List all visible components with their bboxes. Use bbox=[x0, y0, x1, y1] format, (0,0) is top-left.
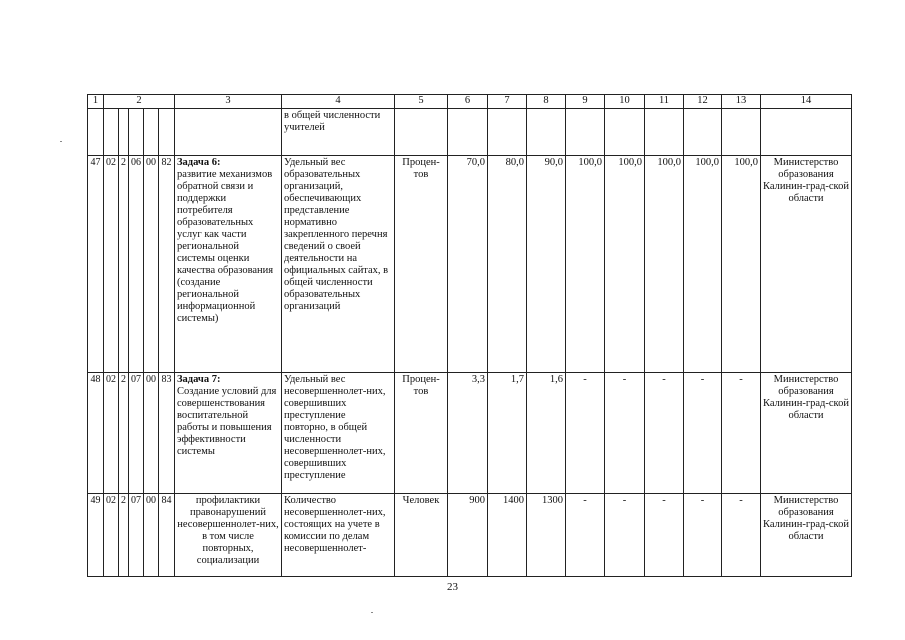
value-cell: 90,0 bbox=[527, 156, 566, 373]
code-cell: 83 bbox=[159, 373, 175, 494]
value-cell: 100,0 bbox=[566, 156, 605, 373]
value-cell: 1,7 bbox=[488, 373, 527, 494]
code-cell: 00 bbox=[144, 494, 159, 577]
value-cell: - bbox=[684, 494, 722, 577]
responsible-cell: Министерство образования Калинин-град-ской области bbox=[761, 373, 852, 494]
col-header: 13 bbox=[722, 95, 761, 109]
col-header: 4 bbox=[282, 95, 395, 109]
code-cell: 02 bbox=[104, 156, 119, 373]
code-cell: 02 bbox=[104, 494, 119, 577]
value-cell: 1,6 bbox=[527, 373, 566, 494]
value-cell: 1400 bbox=[488, 494, 527, 577]
page-number: 23 bbox=[447, 581, 458, 593]
col-header: 6 bbox=[448, 95, 488, 109]
document-table bbox=[87, 94, 852, 577]
col-header: 14 bbox=[761, 95, 852, 109]
value-cell: 3,3 bbox=[448, 373, 488, 494]
task-cell bbox=[175, 494, 282, 577]
code-cell: 2 bbox=[119, 373, 129, 494]
table-row bbox=[88, 109, 852, 156]
task-text: развитие механизмов обратной связи и поддержки потребителя образовательных услуг как части региональной системы оценки качества образования (создание региональной информационной системы) bbox=[177, 169, 274, 324]
task-title: Задача 7: bbox=[177, 374, 221, 385]
value-cell: 100,0 bbox=[722, 156, 761, 373]
value-cell: 80,0 bbox=[488, 156, 527, 373]
code-cell: 06 bbox=[129, 156, 144, 373]
indicator-cell: Количество несовершеннолет-них, состоящих на учете в комиссии по делам несовершеннолет- bbox=[282, 494, 395, 577]
scan-speck bbox=[60, 141, 62, 142]
indicator-cell: в общей численности учителей bbox=[282, 109, 395, 156]
row-number: 49 bbox=[88, 494, 104, 577]
value-cell: - bbox=[566, 494, 605, 577]
value-cell: - bbox=[684, 373, 722, 494]
col-header: 9 bbox=[566, 95, 605, 109]
header-row bbox=[88, 95, 852, 109]
indicator-cell: Удельный вес несовершеннолет-них, совершивших преступление повторно, в общей численности несовершеннолет-них, совершивших преступление bbox=[282, 373, 395, 494]
code-cell: 82 bbox=[159, 156, 175, 373]
table-row bbox=[88, 373, 852, 494]
value-cell: 1300 bbox=[527, 494, 566, 577]
table-row bbox=[88, 156, 852, 373]
task-text: профилактики правонарушений несовершеннолет-них, в том числе повторных, социализации bbox=[177, 495, 279, 566]
unit-cell: Процен-тов bbox=[395, 156, 448, 373]
task-text: Создание условий для совершенствования воспитательной работы и повышения эффективности системы bbox=[177, 386, 277, 457]
value-cell: 100,0 bbox=[645, 156, 684, 373]
col-header: 1 bbox=[88, 95, 104, 109]
task-cell bbox=[175, 156, 282, 373]
col-header: 5 bbox=[395, 95, 448, 109]
value-cell: - bbox=[645, 494, 684, 577]
code-cell: 2 bbox=[119, 156, 129, 373]
col-header: 12 bbox=[684, 95, 722, 109]
scan-speck bbox=[371, 612, 373, 613]
unit-cell: Человек bbox=[395, 494, 448, 577]
indicator-cell: Удельный вес образовательных организаций, обеспечивающих представление нормативно закрепленного перечня сведений о своей деятельности на официальных сайтах, в общей численности образовательных организаций bbox=[282, 156, 395, 373]
row-number: 47 bbox=[88, 156, 104, 373]
value-cell: 100,0 bbox=[684, 156, 722, 373]
code-cell: 07 bbox=[129, 494, 144, 577]
col-header: 8 bbox=[527, 95, 566, 109]
value-cell: 100,0 bbox=[605, 156, 645, 373]
unit-cell: Процен-тов bbox=[395, 373, 448, 494]
code-cell: 02 bbox=[104, 373, 119, 494]
value-cell: - bbox=[605, 373, 645, 494]
code-cell: 07 bbox=[129, 373, 144, 494]
task-title: Задача 6: bbox=[177, 157, 221, 168]
col-header: 7 bbox=[488, 95, 527, 109]
value-cell: - bbox=[722, 373, 761, 494]
row-number: 48 bbox=[88, 373, 104, 494]
col-header: 3 bbox=[175, 95, 282, 109]
col-header: 10 bbox=[605, 95, 645, 109]
col-header: 11 bbox=[645, 95, 684, 109]
value-cell: - bbox=[722, 494, 761, 577]
responsible-cell: Министерство образования Калинин-град-ской области bbox=[761, 156, 852, 373]
code-cell: 2 bbox=[119, 494, 129, 577]
table-row bbox=[88, 494, 852, 577]
code-cell: 84 bbox=[159, 494, 175, 577]
value-cell: 900 bbox=[448, 494, 488, 577]
task-cell bbox=[175, 373, 282, 494]
col-header: 2 bbox=[104, 95, 175, 109]
value-cell: 70,0 bbox=[448, 156, 488, 373]
value-cell: - bbox=[566, 373, 605, 494]
value-cell: - bbox=[605, 494, 645, 577]
value-cell: - bbox=[645, 373, 684, 494]
code-cell: 00 bbox=[144, 156, 159, 373]
responsible-cell: Министерство образования Калинин-град-ской области bbox=[761, 494, 852, 577]
code-cell: 00 bbox=[144, 373, 159, 494]
